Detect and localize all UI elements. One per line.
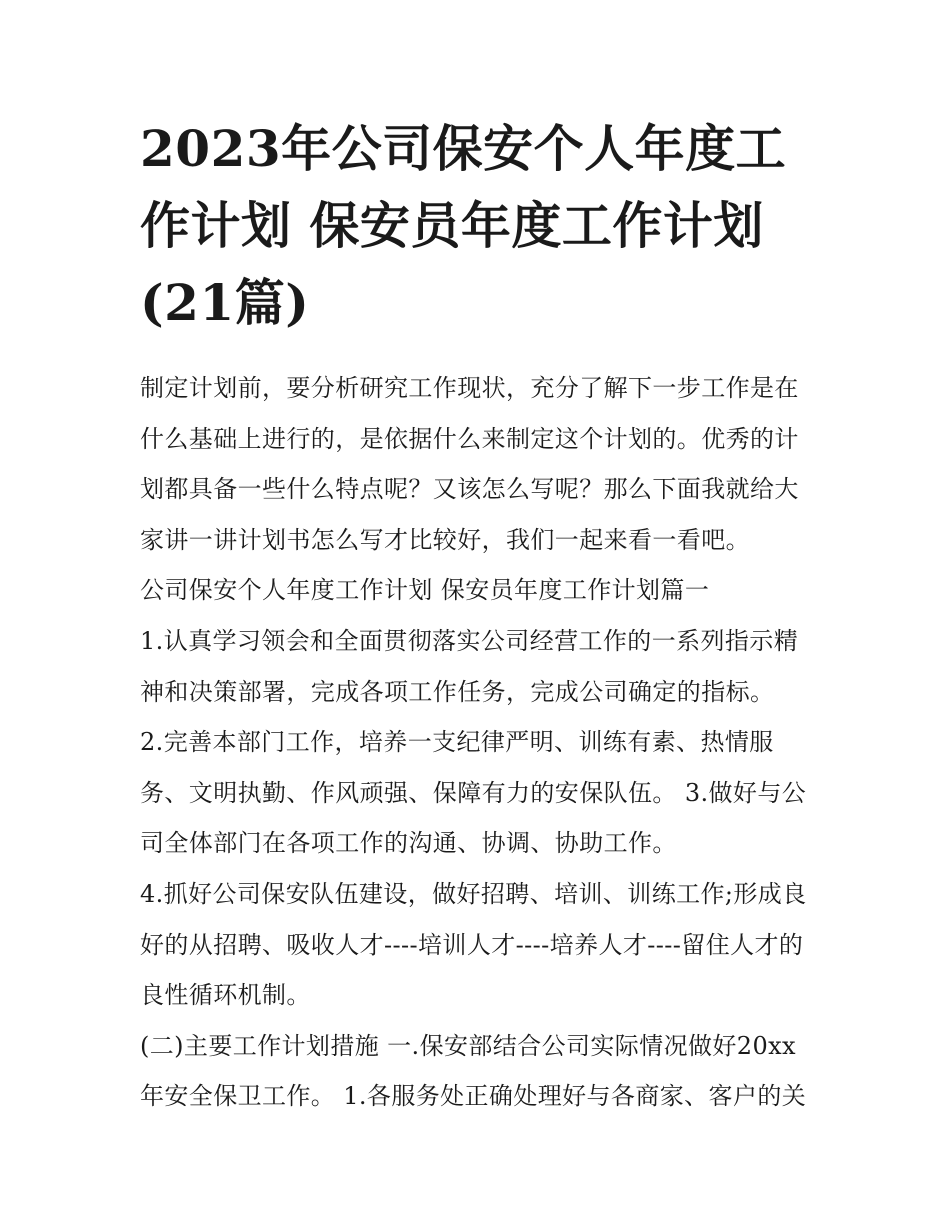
list-item-4: 4.抓好公司保安队伍建设，做好招聘、培训、训练工作;形成良好的从招聘、吸收人才----培训人才----培养人才----留住人才的良性循环机制。 bbox=[140, 879, 807, 1010]
document-title: 2023年公司保安个人年度工作计划 保安员年度工作计划(21篇) bbox=[140, 119, 787, 332]
list-item-2-3: 2.完善本部门工作，培养一支纪律严明、训练有素、热情服务、文明执勤、作风顽强、保障有力的安保队伍。 3.做好与公司全体部门在各项工作的沟通、协调、协助工作。 bbox=[140, 728, 807, 858]
section-heading: 公司保安个人年度工作计划 保安员年度工作计划篇一 bbox=[140, 576, 710, 605]
measures-paragraph: (二)主要工作计划措施 一.保安部结合公司实际情况做好20xx年安全保卫工作。 1.各服务处正确处理好与各商家、客户的关 bbox=[140, 1031, 807, 1111]
document-page bbox=[140, 110, 820, 1122]
list-item-1: 1.认真学习领会和全面贯彻落实公司经营工作的一系列指示精神和决策部署，完成各项工作任务，完成公司确定的指标。 bbox=[140, 626, 799, 706]
intro-paragraph: 制定计划前，要分析研究工作现状，充分了解下一步工作是在什么基础上进行的，是依据什么来制定这个计划的。优秀的计划都具备一些什么特点呢？又该怎么写呢？那么下面我就给大家讲一讲计划书怎么写才比较好，我们一起来看一看吧。 bbox=[140, 374, 799, 554]
